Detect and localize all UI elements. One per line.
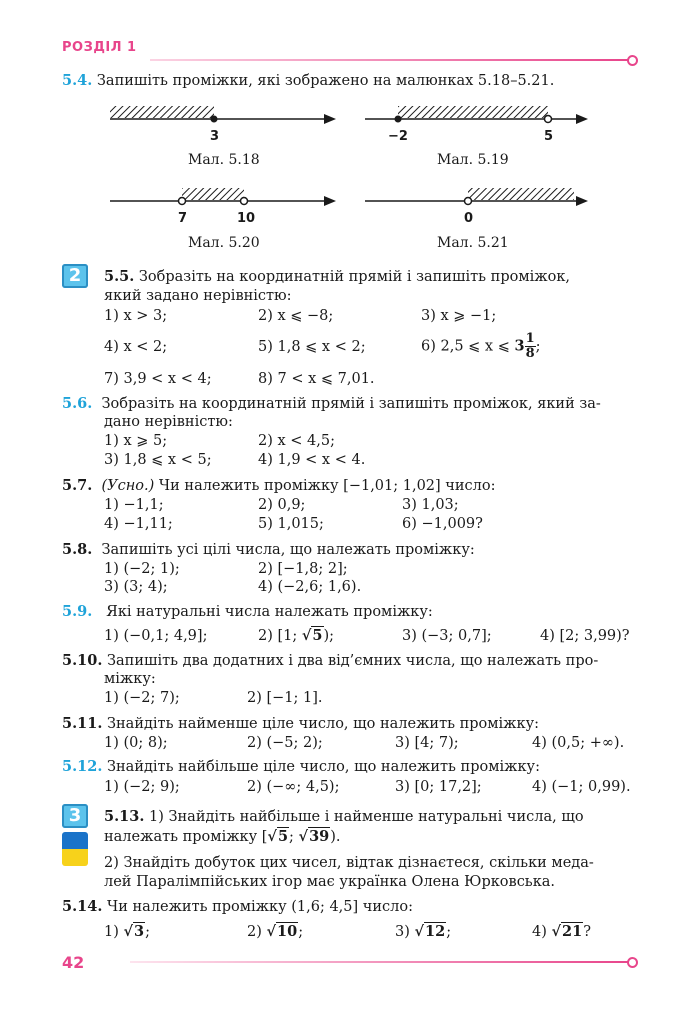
p514-item-4: 4) √21?: [532, 923, 591, 940]
level-2-icon: 2: [62, 264, 88, 288]
sqrt-symbol: √10: [266, 923, 298, 940]
sqrt-symbol: √21: [551, 923, 583, 940]
problem-5-6-line2: дано нерівністю:: [104, 414, 233, 430]
p56-item-2: 2) x < 4,5;: [258, 433, 335, 449]
p514-item-2: 2) √10;: [247, 923, 304, 940]
caption-5-21: Мал. 5.21: [437, 235, 509, 251]
ukraine-flag-icon: [62, 832, 88, 866]
problem-5-13-line4: лей Паралімпійських ігор має українка Олена Юрковська.: [104, 874, 556, 890]
p510-item-1: 1) (−2; 7);: [104, 690, 180, 706]
number-line-figures: [100, 100, 660, 275]
problem-5-13-line3: 2) Знайдіть добуток цих чисел, відтак дізнаєтеся, скільки меда-: [104, 855, 594, 871]
p57-item-1: 1) −1,1;: [104, 497, 164, 513]
p55-item-5: 5) 1,8 ⩽ x < 2;: [258, 339, 366, 355]
level-3-icon: 3: [62, 804, 88, 828]
p58-item-3: 3) (3; 4);: [104, 579, 168, 595]
point-label-b: 10: [237, 211, 256, 226]
p511-item-2: 2) (−5; 2);: [247, 735, 323, 751]
p56-item-1: 1) x ⩾ 5;: [104, 433, 168, 449]
problem-5-10: 5.10. Запишіть два додатних і два від’ємних числа, що належать про-: [62, 652, 599, 669]
caption-5-20: Мал. 5.20: [188, 235, 260, 251]
footer-divider: [130, 961, 630, 963]
p514-item-3: 3) √12;: [395, 923, 452, 940]
problem-5-13: 5.13. 1) Знайдіть найбільше і найменше натуральні числа, що: [104, 808, 584, 825]
p55-item-8: 8) 7 < x ⩽ 7,01.: [258, 371, 375, 387]
problem-5-7: 5.7. (Усно.) Чи належить проміжку [−1,01; 1,02] число:: [62, 477, 496, 494]
p55-item-2: 2) x ⩽ −8;: [258, 308, 334, 324]
section-label: РОЗДІЛ 1: [62, 40, 137, 55]
caption-5-19: Мал. 5.19: [437, 152, 509, 168]
p512-item-2: 2) (−∞; 4,5);: [247, 779, 340, 795]
p57-item-4: 4) −1,11;: [104, 516, 173, 532]
problem-5-6: 5.6. Зобразіть на координатній прямій і запишіть проміжок, який за-: [62, 395, 601, 412]
problem-5-14: 5.14. Чи належить проміжку (1,6; 4,5] число:: [62, 898, 413, 915]
figure-5-19: [365, 106, 588, 144]
p56-item-4: 4) 1,9 < x < 4.: [258, 452, 366, 468]
problem-5-5-line2: який задано нерівністю:: [104, 288, 292, 304]
point-label: 0: [464, 211, 474, 226]
header-divider: [150, 59, 630, 61]
point-label: 3: [210, 129, 220, 144]
p58-item-1: 1) (−2; 1);: [104, 561, 180, 577]
sqrt-symbol: √12: [414, 923, 446, 940]
figure-5-21: [365, 188, 588, 226]
problem-5-9: 5.9. Які натуральні числа належать проміжку:: [62, 603, 433, 620]
p59-item-3: 3) (−3; 0,7];: [402, 628, 492, 644]
p55-item-6: 6) 2,5 ⩽ x ⩽ 3 $\frac{1}{8}$ ;: [421, 331, 541, 361]
point-label-a: −2: [388, 129, 408, 144]
p511-item-4: 4) (0,5; +∞).: [532, 735, 625, 751]
figure-5-18: [110, 106, 336, 144]
header-divider-end-dot: [627, 55, 638, 66]
figure-5-20: [110, 188, 336, 226]
sqrt-symbol: √5: [301, 627, 323, 644]
p512-item-1: 1) (−2; 9);: [104, 779, 180, 795]
p510-item-2: 2) [−1; 1].: [247, 690, 323, 706]
p57-item-3: 3) 1,03;: [402, 497, 459, 513]
problem-text: Запишіть проміжки, які зображено на малюнках 5.18–5.21.: [96, 73, 555, 89]
problem-5-12: 5.12. Знайдіть найбільше ціле число, що належить проміжку:: [62, 758, 540, 775]
p57-item-2: 2) 0,9;: [258, 497, 306, 513]
mixed-fraction: $\frac{1}{8}$: [525, 331, 535, 361]
caption-5-18: Мал. 5.18: [188, 152, 260, 168]
p511-item-1: 1) (0; 8);: [104, 735, 168, 751]
point-label-b: 5: [544, 129, 554, 144]
sqrt-symbol: √39: [298, 828, 330, 845]
p512-item-3: 3) [0; 17,2];: [395, 779, 482, 795]
p55-item-3: 3) x ⩾ −1;: [421, 308, 497, 324]
p59-item-4: 4) [2; 3,99)?: [540, 628, 630, 644]
p57-item-5: 5) 1,015;: [258, 516, 324, 532]
p59-item-2: 2) [1; √5);: [258, 627, 335, 644]
problem-5-4: 5.4. Запишіть проміжки, які зображено на малюнках 5.18–5.21.: [62, 72, 555, 89]
p58-item-4: 4) (−2,6; 1,6).: [258, 579, 362, 595]
problem-5-13-line2: належать проміжку [√5; √39).: [104, 828, 341, 845]
p55-item-4: 4) x < 2;: [104, 339, 168, 355]
problem-5-8: 5.8. Запишіть усі цілі числа, що належать проміжку:: [62, 541, 475, 558]
problem-5-10-line2: міжку:: [104, 671, 156, 687]
point-label-a: 7: [178, 211, 188, 226]
p512-item-4: 4) (−1; 0,99).: [532, 779, 631, 795]
p57-item-6: 6) −1,009?: [402, 516, 483, 532]
p55-item-7: 7) 3,9 < x < 4;: [104, 371, 212, 387]
footer-divider-end-dot: [627, 957, 638, 968]
p58-item-2: 2) [−1,8; 2];: [258, 561, 348, 577]
p55-item-1: 1) x > 3;: [104, 308, 168, 324]
problem-5-11: 5.11. Знайдіть найменше ціле число, що належить проміжку:: [62, 715, 540, 732]
p511-item-3: 3) [4; 7);: [395, 735, 459, 751]
problem-5-5: 5.5. Зобразіть на координатній прямій і запишіть проміжок,: [104, 268, 570, 285]
p56-item-3: 3) 1,8 ⩽ x < 5;: [104, 452, 212, 468]
page-number: 42: [62, 953, 85, 972]
p59-item-1: 1) (−0,1; 4,9];: [104, 628, 208, 644]
sqrt-symbol: √5: [267, 828, 289, 845]
p514-item-1: 1) √3;: [104, 923, 151, 940]
sqrt-symbol: √3: [123, 923, 145, 940]
